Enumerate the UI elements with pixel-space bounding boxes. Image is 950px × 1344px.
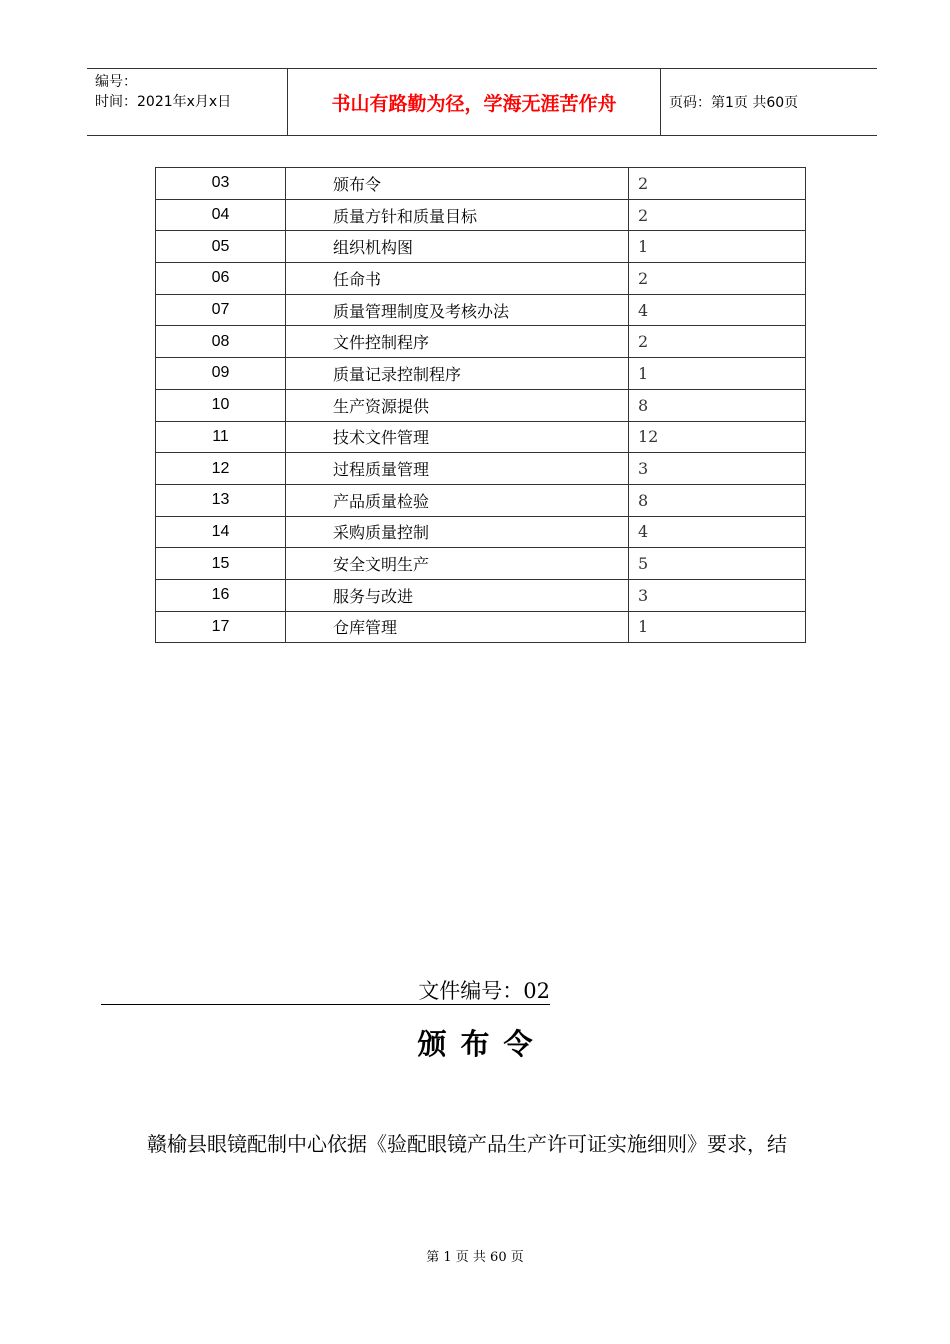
toc-cell-title: 质量管理制度及考核办法 bbox=[286, 294, 629, 326]
toc-cell-number: 16 bbox=[156, 579, 286, 611]
toc-cell-number: 13 bbox=[156, 484, 286, 516]
toc-cell-pages: 2 bbox=[629, 199, 806, 231]
toc-table bbox=[155, 167, 806, 643]
toc-cell-title: 生产资源提供 bbox=[286, 389, 629, 421]
toc-row bbox=[156, 358, 806, 390]
toc-row bbox=[156, 168, 806, 200]
toc-cell-number: 07 bbox=[156, 294, 286, 326]
toc-cell-pages: 4 bbox=[629, 294, 806, 326]
page-header bbox=[87, 68, 877, 136]
page-footer: 第 1 页 共 60 页 bbox=[426, 1250, 524, 1265]
toc-row bbox=[156, 199, 806, 231]
toc-cell-number: 06 bbox=[156, 263, 286, 295]
toc-cell-number: 03 bbox=[156, 168, 286, 200]
toc-row bbox=[156, 421, 806, 453]
toc-cell-title: 质量方针和质量目标 bbox=[286, 199, 629, 231]
toc-cell-title: 组织机构图 bbox=[286, 231, 629, 263]
toc-row bbox=[156, 548, 806, 580]
toc-row bbox=[156, 294, 806, 326]
toc-cell-title: 任命书 bbox=[286, 263, 629, 295]
toc-cell-title: 安全文明生产 bbox=[286, 548, 629, 580]
toc-cell-title: 服务与改进 bbox=[286, 579, 629, 611]
header-meta bbox=[87, 69, 287, 135]
toc-row bbox=[156, 263, 806, 295]
toc-cell-title: 仓库管理 bbox=[286, 611, 629, 643]
toc-cell-pages: 3 bbox=[629, 579, 806, 611]
toc-cell-title: 质量记录控制程序 bbox=[286, 358, 629, 390]
toc-row bbox=[156, 326, 806, 358]
toc-row bbox=[156, 453, 806, 485]
toc-cell-number: 15 bbox=[156, 548, 286, 580]
toc-cell-title: 技术文件管理 bbox=[286, 421, 629, 453]
header-time-label: 时间：2021年x月x日 bbox=[95, 94, 232, 110]
toc-cell-title: 产品质量检验 bbox=[286, 484, 629, 516]
document-title: 颁布令 bbox=[417, 1027, 547, 1061]
header-motto: 书山有路勤为径，学海无涯苦作舟 bbox=[287, 69, 661, 135]
toc-cell-pages: 1 bbox=[629, 611, 806, 643]
toc-cell-number: 10 bbox=[156, 389, 286, 421]
toc-row bbox=[156, 579, 806, 611]
toc-cell-pages: 8 bbox=[629, 389, 806, 421]
toc-cell-pages: 12 bbox=[629, 421, 806, 453]
toc-cell-title: 颁布令 bbox=[286, 168, 629, 200]
toc-cell-number: 05 bbox=[156, 231, 286, 263]
header-page-info: 页码：第1页 共60页 bbox=[669, 95, 799, 111]
toc-cell-title: 过程质量管理 bbox=[286, 453, 629, 485]
toc-row bbox=[156, 389, 806, 421]
toc-cell-pages: 5 bbox=[629, 548, 806, 580]
toc-row bbox=[156, 484, 806, 516]
toc-cell-number: 11 bbox=[156, 421, 286, 453]
toc-cell-title: 采购质量控制 bbox=[286, 516, 629, 548]
toc-cell-number: 17 bbox=[156, 611, 286, 643]
toc-cell-pages: 2 bbox=[629, 326, 806, 358]
toc-cell-number: 08 bbox=[156, 326, 286, 358]
toc-cell-number: 04 bbox=[156, 199, 286, 231]
toc-cell-pages: 8 bbox=[629, 484, 806, 516]
toc-cell-number: 14 bbox=[156, 516, 286, 548]
toc-row bbox=[156, 516, 806, 548]
toc-cell-number: 12 bbox=[156, 453, 286, 485]
toc-cell-pages: 1 bbox=[629, 358, 806, 390]
toc-row bbox=[156, 611, 806, 643]
toc-body bbox=[156, 168, 806, 643]
toc-cell-number: 09 bbox=[156, 358, 286, 390]
toc-cell-pages: 2 bbox=[629, 168, 806, 200]
toc-cell-pages: 1 bbox=[629, 231, 806, 263]
toc-cell-pages: 2 bbox=[629, 263, 806, 295]
document-number: 文件编号：02 bbox=[101, 978, 550, 1005]
toc-cell-pages: 4 bbox=[629, 516, 806, 548]
toc-cell-title: 文件控制程序 bbox=[286, 326, 629, 358]
toc-cell-pages: 3 bbox=[629, 453, 806, 485]
toc-row bbox=[156, 231, 806, 263]
document-paragraph: 赣榆县眼镜配制中心依据《验配眼镜产品生产许可证实施细则》要求，结 bbox=[147, 1132, 787, 1156]
header-number-label: 编号： bbox=[95, 74, 137, 90]
